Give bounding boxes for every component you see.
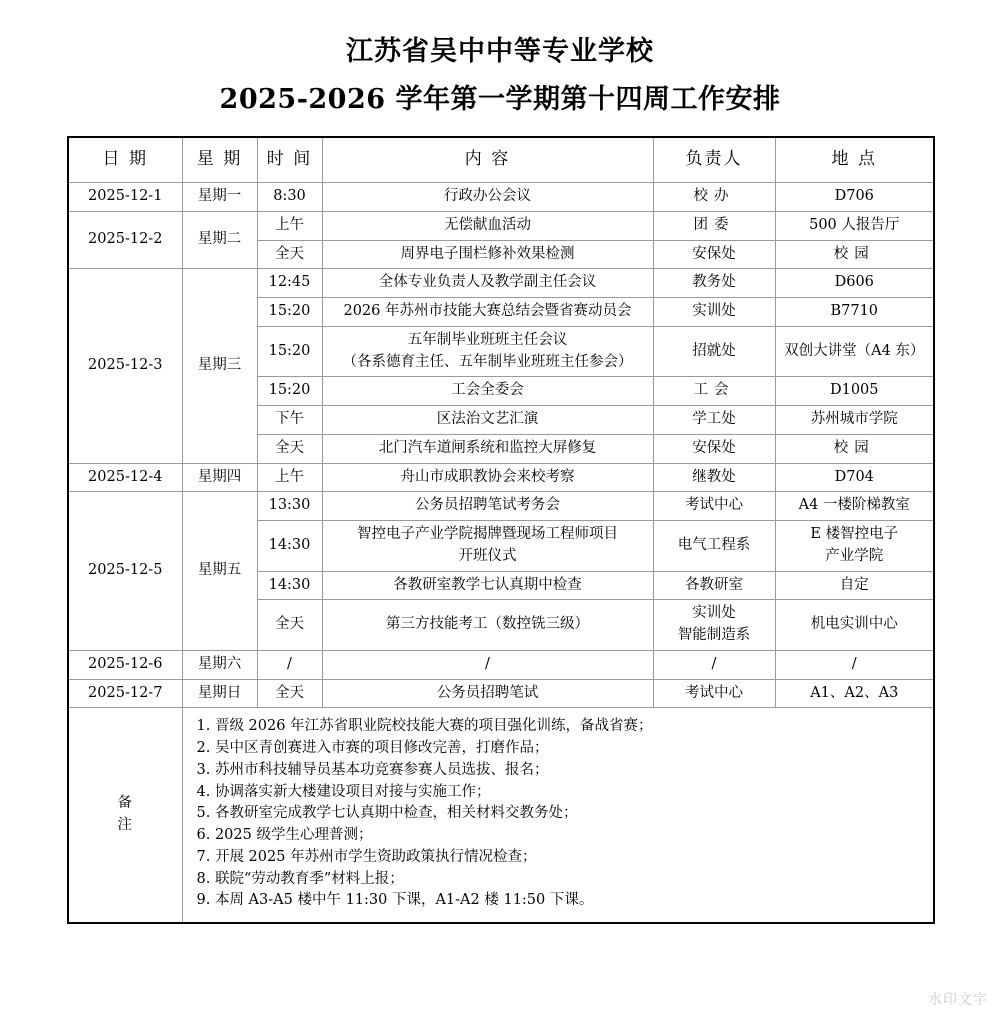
cell-time: 15:20 [257, 326, 322, 377]
cell-place: 校园 [775, 434, 934, 463]
table-row [68, 211, 934, 240]
cell-content: 周界电子围栏修补效果检测 [322, 240, 653, 269]
cell-person: 考试中心 [653, 679, 775, 708]
remark-item: 3. 苏州市科技辅导员基本功竞赛参赛人员选拔、报名； [196, 761, 549, 778]
cell-place: A1、A2、A3 [775, 679, 934, 708]
cell-weekday: 星期二 [182, 211, 257, 269]
cell-place: 双创大讲堂（A4 东） [775, 326, 934, 377]
cell-place: / [775, 650, 934, 679]
cell-time: 15:20 [257, 377, 322, 406]
cell-content: 区法治文艺汇演 [322, 406, 653, 435]
cell-place: B7710 [775, 298, 934, 327]
cell-content: 智控电子产业学院揭牌暨现场工程师项目 开班仪式 [322, 521, 653, 572]
cell-person: 安保处 [653, 434, 775, 463]
cell-date: 2025-12-1 [68, 183, 182, 212]
header-date: 日 期 [68, 137, 182, 183]
cell-person: 各教研室 [653, 571, 775, 600]
cell-content: 工会全委会 [322, 377, 653, 406]
cell-content: 公务员招聘笔试 [322, 679, 653, 708]
remarks-label: 备 注 [68, 708, 182, 923]
table-row [68, 463, 934, 492]
cell-content: 各教研室教学七认真期中检查 [322, 571, 653, 600]
cell-person: / [653, 650, 775, 679]
remark-item: 8. 联院“劳动教育季”材料上报； [196, 870, 404, 887]
cell-person: 考试中心 [653, 492, 775, 521]
cell-person: 校办 [653, 183, 775, 212]
remarks-row [68, 708, 934, 923]
cell-weekday: 星期日 [182, 679, 257, 708]
cell-date: 2025-12-3 [68, 269, 182, 463]
remark-item: 4. 协调落实新大楼建设项目对接与实施工作； [196, 783, 491, 800]
cell-place: 自定 [775, 571, 934, 600]
cell-time: 15:20 [257, 298, 322, 327]
cell-place: E 楼智控电子 产业学院 [775, 521, 934, 572]
cell-content: 2026 年苏州市技能大赛总结会暨省赛动员会 [322, 298, 653, 327]
table-row [68, 650, 934, 679]
schedule-period-title: 2025-2026 学年第一学期第十四周工作安排 [219, 84, 781, 116]
cell-place: 500 人报告厅 [775, 211, 934, 240]
cell-content: 全体专业负责人及教学副主任会议 [322, 269, 653, 298]
cell-place: 苏州城市学院 [775, 406, 934, 435]
schedule-table-wrapper [67, 136, 933, 924]
cell-person: 安保处 [653, 240, 775, 269]
cell-content: / [322, 650, 653, 679]
table-row [68, 269, 934, 298]
table-header-row [68, 137, 934, 183]
cell-time: 12:45 [257, 269, 322, 298]
header-content: 内 容 [322, 137, 653, 183]
cell-weekday: 星期六 [182, 650, 257, 679]
school-name-title: 江苏省吴中中等专业学校 [346, 36, 654, 67]
cell-weekday: 星期三 [182, 269, 257, 463]
document-title-block [0, 0, 1000, 119]
cell-time: 上午 [257, 463, 322, 492]
remarks-content [182, 708, 934, 923]
remark-item: 6. 2025 级学生心理普测； [196, 827, 373, 843]
cell-date: 2025-12-7 [68, 679, 182, 708]
remark-item: 5. 各教研室完成教学七认真期中检查，相关材料交教务处； [196, 805, 578, 822]
cell-person: 电气工程系 [653, 521, 775, 572]
cell-person: 实训处 [653, 298, 775, 327]
cell-date: 2025-12-4 [68, 463, 182, 492]
watermark-text: 水印文字 [928, 992, 988, 1008]
cell-time: 14:30 [257, 521, 322, 572]
cell-time: 全天 [257, 679, 322, 708]
cell-time: 下午 [257, 406, 322, 435]
weekly-schedule-table [67, 136, 935, 924]
cell-time: 全天 [257, 240, 322, 269]
cell-person: 团委 [653, 211, 775, 240]
cell-content: 北门汽车道闸系统和监控大屏修复 [322, 434, 653, 463]
cell-content: 行政办公会议 [322, 183, 653, 212]
cell-date: 2025-12-5 [68, 492, 182, 651]
header-place: 地 点 [775, 137, 934, 183]
header-time: 时 间 [257, 137, 322, 183]
cell-weekday: 星期四 [182, 463, 257, 492]
remark-item: 1. 晋级 2026 年江苏省职业院校技能大赛的项目强化训练，备战省赛； [196, 718, 653, 735]
cell-place: D704 [775, 463, 934, 492]
cell-time: 全天 [257, 434, 322, 463]
cell-time: 8:30 [257, 183, 322, 212]
cell-content: 五年制毕业班班主任会议 （各系德育主任、五年制毕业班班主任参会） [322, 326, 653, 377]
cell-person: 教务处 [653, 269, 775, 298]
table-row [68, 679, 934, 708]
cell-person: 招就处 [653, 326, 775, 377]
cell-content: 第三方技能考工（数控铣三级） [322, 600, 653, 651]
cell-date: 2025-12-2 [68, 211, 182, 269]
cell-place: A4 一楼阶梯教室 [775, 492, 934, 521]
table-row [68, 492, 934, 521]
cell-time: 上午 [257, 211, 322, 240]
cell-date: 2025-12-6 [68, 650, 182, 679]
cell-weekday: 星期五 [182, 492, 257, 651]
table-row [68, 183, 934, 212]
cell-person: 学工处 [653, 406, 775, 435]
cell-person: 继教处 [653, 463, 775, 492]
cell-place: D606 [775, 269, 934, 298]
cell-time: 14:30 [257, 571, 322, 600]
cell-time: 全天 [257, 600, 322, 651]
cell-place: 校园 [775, 240, 934, 269]
header-person: 负责人 [653, 137, 775, 183]
cell-person: 工会 [653, 377, 775, 406]
remark-item: 9. 本周 A3-A5 楼中午 11:30 下课，A1-A2 楼 11:50 下课。 [196, 892, 594, 909]
cell-time: / [257, 650, 322, 679]
cell-weekday: 星期一 [182, 183, 257, 212]
schedule-table-body [68, 183, 934, 924]
cell-content: 舟山市成职教协会来校考察 [322, 463, 653, 492]
cell-place: D1005 [775, 377, 934, 406]
cell-person: 实训处 智能制造系 [653, 600, 775, 651]
cell-place: D706 [775, 183, 934, 212]
cell-time: 13:30 [257, 492, 322, 521]
remark-item: 7. 开展 2025 年苏州市学生资助政策执行情况检查； [196, 848, 537, 865]
cell-content: 无偿献血活动 [322, 211, 653, 240]
cell-place: 机电实训中心 [775, 600, 934, 651]
cell-content: 公务员招聘笔试考务会 [322, 492, 653, 521]
remark-item: 2. 吴中区青创赛进入市赛的项目修改完善，打磨作品； [196, 740, 549, 756]
header-weekday: 星 期 [182, 137, 257, 183]
